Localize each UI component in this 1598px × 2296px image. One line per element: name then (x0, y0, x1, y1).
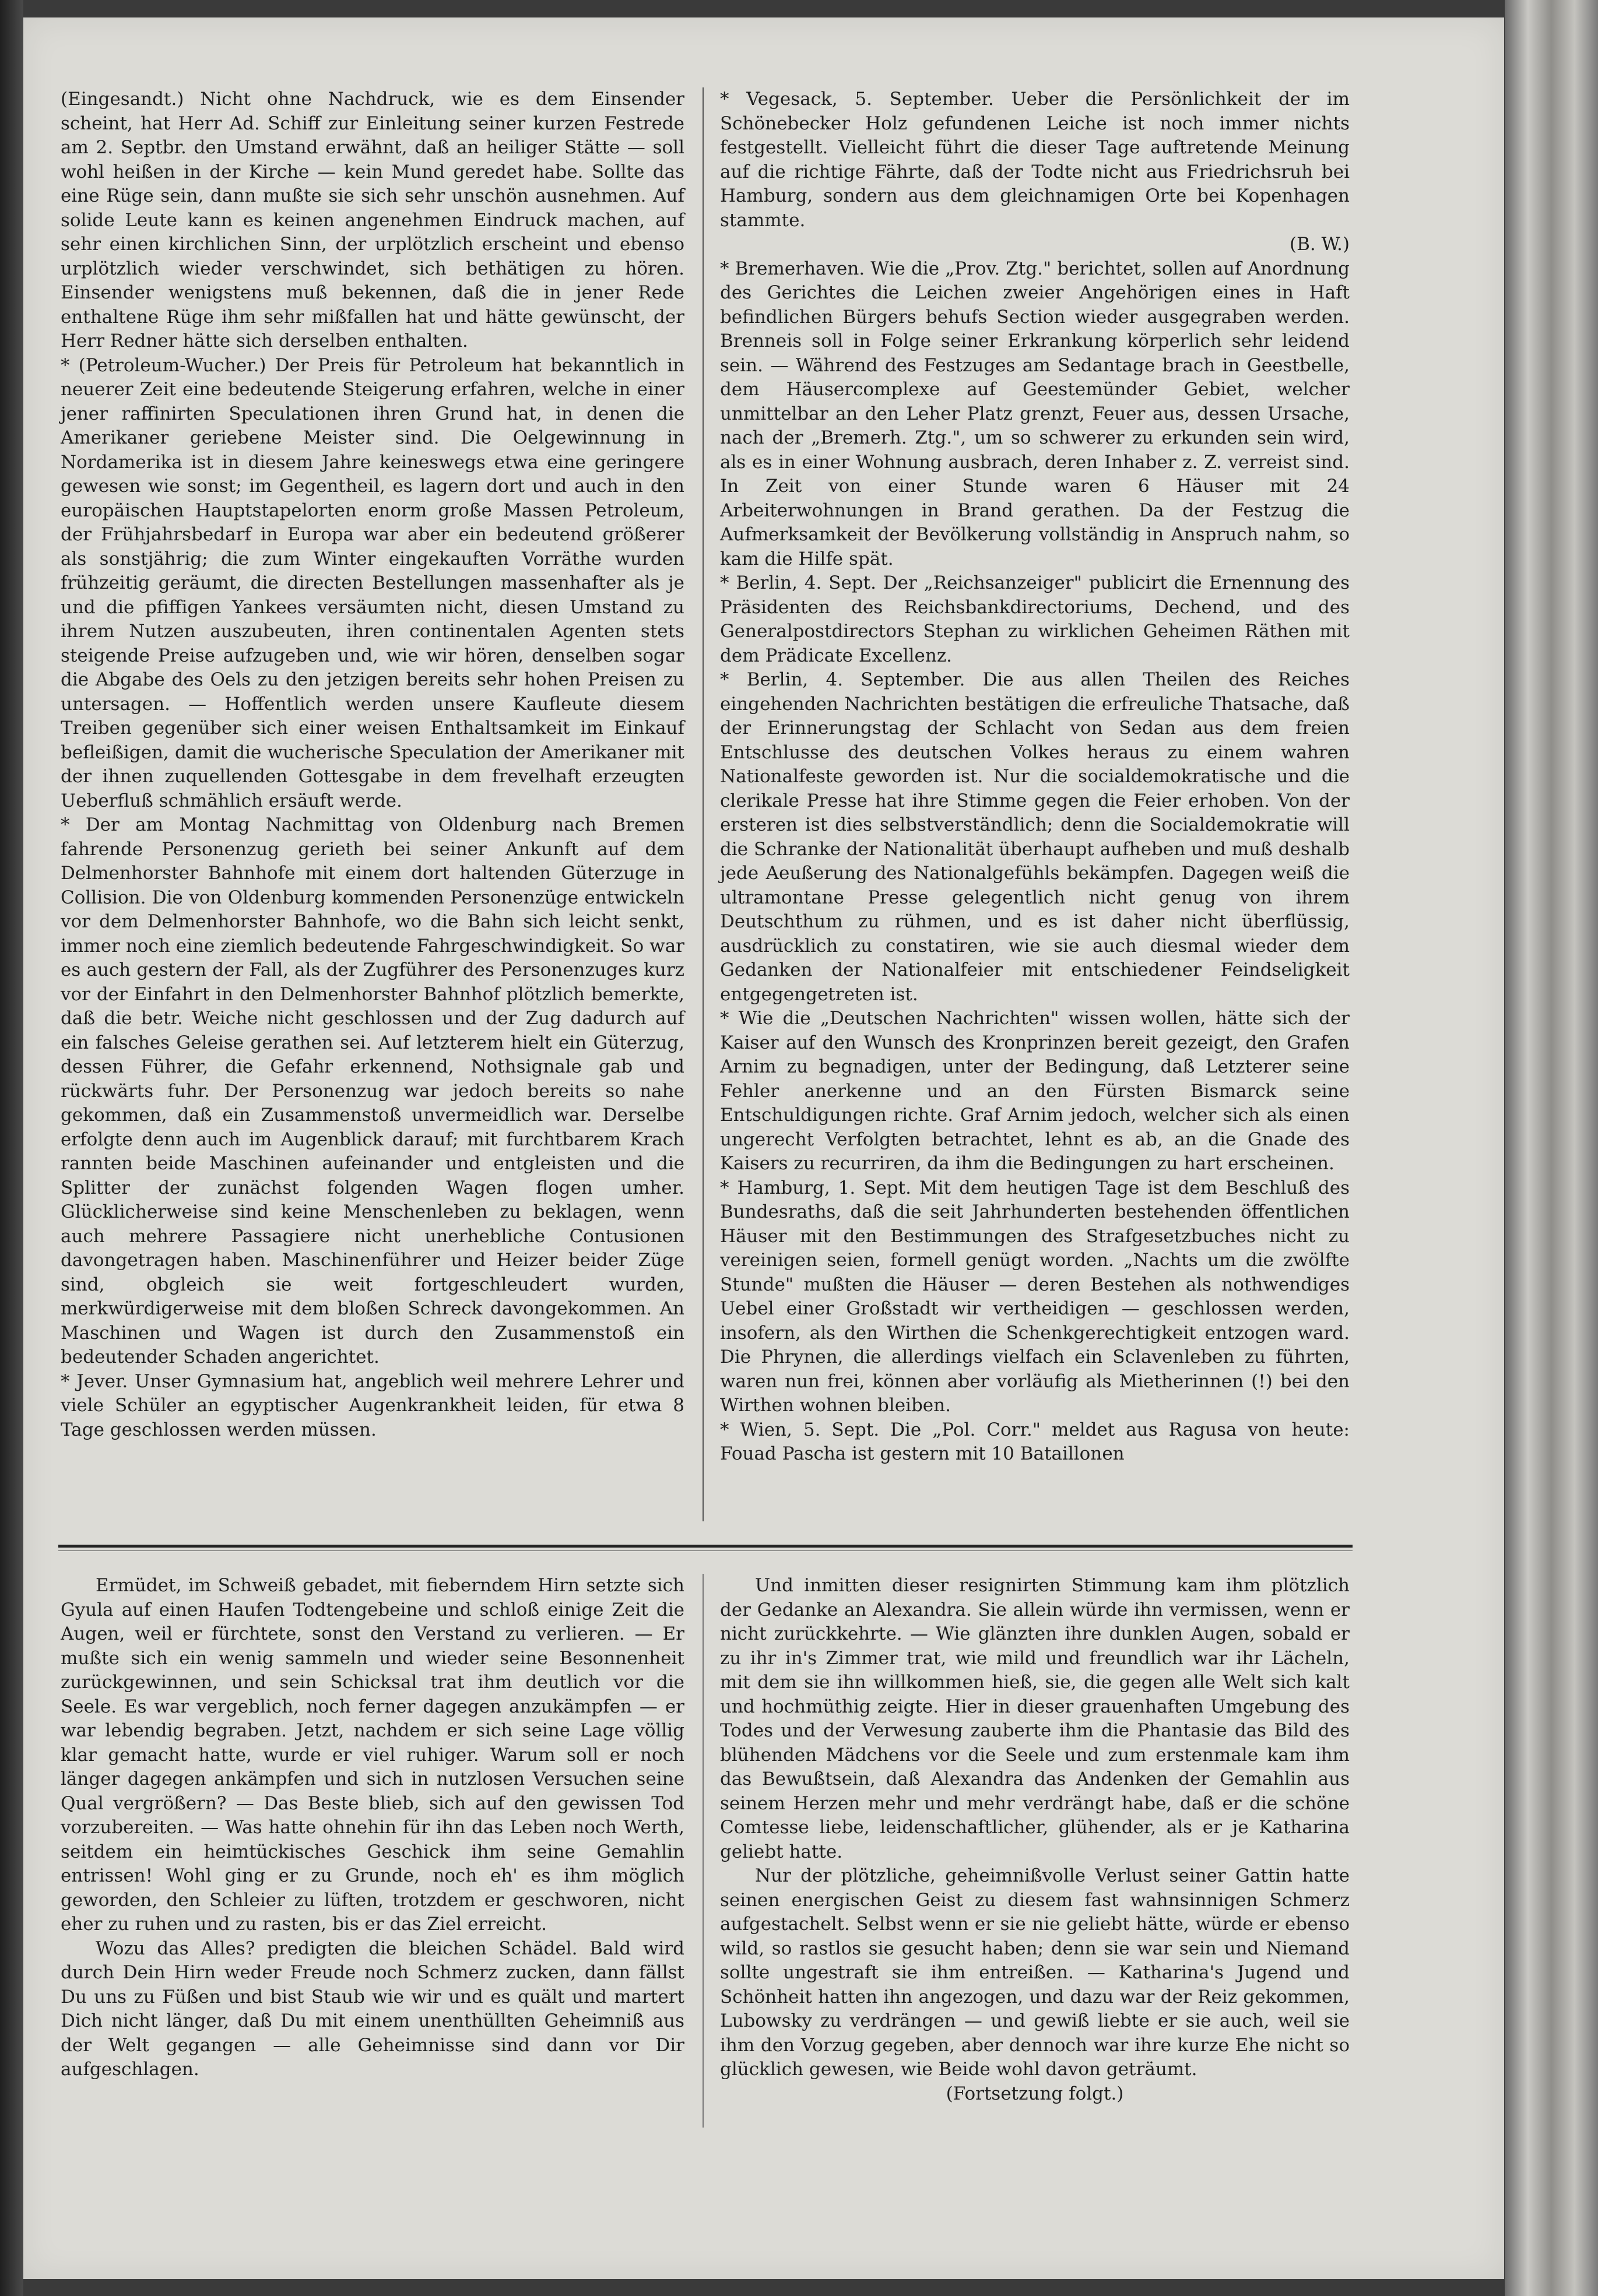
section-divider-thin (58, 1550, 1353, 1551)
feuilleton-paragraph: Nur der plötzliche, geheimnißvolle Verlust seiner Gattin hatte seinen energischen Geist zu diesem fast wahnsinnigen Schmerz aufgestachelt. Selbst wenn er sie nie geliebt hätte, würde er ebenso wild, so rastlos sie gesucht haben; denn sie war sein und Niemand sollte ungestraft sie ihm entreißen. — Katharina's Jugend und Schönheit hatten ihn angezogen, und dazu war der Reiz gekommen, Lubowsky zu verdrängen — und gewiß liebte er sie auch, weil sie ihm den Vorzug gegeben, aber dennoch war ihre kurze Ehe nicht so glücklich gewesen, wie Beide wohl davon geträumt. (720, 1865, 1350, 2080)
article-deutsche-nachrichten: * Wie die „Deutschen Nachrichten" wissen wollen, hätte sich der Kaiser auf den Wunsch des Kronprinzen bereit gezeigt, den Grafen Arnim zu begnadigen, unter der Bedingung, daß Letzterer seine Fehler anerkenne und an den Fürsten Bismarck seine Entschuldigungen richte. Graf Arnim jedoch, welcher sich als einen ungerecht Verfolgten betrachtet, lehnt es ab, an die Gnade des Kaisers zu recurriren, da ihm die Bedingungen zu hart erscheinen. (720, 1008, 1350, 1174)
news-column-right (720, 87, 1350, 1467)
article-hamburg: * Hamburg, 1. Sept. Mit dem heutigen Tage ist dem Beschluß des Bundesraths, daß die seit Jahrhunderten bestehenden öffentlichen Häuser mit den Bestimmungen des Strafgesetzbuches nicht zu vereinigen seien, formell genügt worden. „Nachts um die zwölfte Stunde" mußten die Häuser — deren Bestehen als nothwendiges Uebel einer Großstadt wir vertheidigen — geschlossen werden, insofern, als den Wirthen die Schenkgerechtigkeit entzogen ward. Die Phrynen, die allerdings vielfach ein Sclavenleben zu führten, waren nun frei, können aber vorläufig als Mietherinnen (!) bei den Wirthen wohnen bleiben. (720, 1177, 1350, 1416)
article-berlin-sedan: * Berlin, 4. September. Die aus allen Theilen des Reiches eingehenden Nachrichten bestätigen die erfreuliche Thatsache, daß der Erinnerungstag der Schlacht von Sedan aus dem freien Entschlusse des deutschen Volkes heraus zu einem wahren Nationalfeste geworden ist. Nur die socialdemokratische und die clerikale Presse hat ihre Stimme gegen die Feier erhoben. Von der ersteren ist dies selbstverständlich; denn die Socialdemokratie will die Schranke der Nationalität überhaupt aufheben und muß deshalb jede Aeußerung des Nationalgefühls bekämpfen. Dagegen weiß die ultramontane Presse gelegentlich nicht genug von ihrem Deutschthum zu rühmen, und es ist daher nicht überflüssig, ausdrücklich zu constatiren, wie sie auch diesmal wieder dem Gedanken der Nationalfeier mit entschiedener Feindseligkeit entgegengetreten ist. (720, 669, 1350, 1005)
feuilleton-paragraph: Und inmitten dieser resignirten Stimmung kam ihm plötzlich der Gedanke an Alexandra. Sie allein würde ihn vermissen, wenn er nicht zurückkehrte. — Wie glänzten ihre dunklen Augen, sobald er zu ihr in's Zimmer trat, wie mild und freundlich war ihr Lächeln, mit dem sie ihn willkommen hieß, sie, die gegen alle Welt sich kalt und hochmüthig zeigte. Hier in dieser grauenhaften Umgebung des Todes und der Verwesung zauberte ihm die Phantasie das Bild des blühenden Mädchens vor die Seele und zum erstenmale kam ihm das Bewußtsein, daß Alexandra das Andenken der Gemahlin aus seinem Herzen mehr und mehr verdrängt habe, daß er die schöne Comtesse liebe, leidenschaftlicher, glühender, als er je Katharina geliebt hatte. (720, 1575, 1350, 1862)
section-divider (58, 1545, 1353, 1548)
article-vegesack-signature: (B. W.) (1290, 234, 1350, 255)
column-divider-top (703, 87, 704, 1521)
column-divider-bottom (703, 1574, 704, 2128)
article-bremerhaven: * Bremerhaven. Wie die „Prov. Ztg." berichtet, sollen auf Anordnung des Gerichtes die Leichen zweier Angehörigen eines in Haft befindlichen Bürgers behufs Section wieder ausgegraben werden. Brenneis soll in Folge seiner Erkrankung körperlich sehr leidend sein. — Während des Festzuges am Sedantage brach in Geestbelle, dem Häusercomplexe auf Geestemünder Gebiet, welcher unmittelbar an den Leher Platz grenzt, Feuer aus, dessen Ursache, nach der „Bremerh. Ztg.", um so schwerer zu erkunden sein wird, als es in einer Wohnung ausbrach, deren Inhaber z. Z. verreist sind. In Zeit von einer Stunde waren 6 Häuser mit 24 Arbeiterwohnungen in Brand gerathen. Da der Festzug die Aufmerksamkeit der Bevölkerung vollständig in Anspruch nahm, so kam die Hilfe spät. (720, 258, 1350, 569)
feuilleton-paragraph: Ermüdet, im Schweiß gebadet, mit fieberndem Hirn setzte sich Gyula auf einen Haufen Todtengebeine und schloß einige Zeit die Augen, weil er fürchtete, sonst den Verstand zu verlieren. — Er mußte sich ein wenig sammeln und wieder seine Besonnenheit zurückgewinnen, und sein Schicksal trat ihm deutlich vor die Seele. Es war vergeblich, noch ferner dagegen anzukämpfen — er war lebendig begraben. Jetzt, nachdem er sich seine Lage völlig klar gemacht hatte, wurde er viel ruhiger. Warum soll er noch länger dagegen ankämpfen und sich in nutzlosen Versuchen seine Qual vergrößern? — Das Beste blieb, sich auf den gewissen Tod vorzubereiten. — Was hatte ohnehin für ihn das Leben noch Werth, seitdem ein heimtückisches Geschick ihm seine Gemahlin entrissen! Wohl ging er zu Grunde, noch eh' es ihm möglich geworden, den Schleier zu lüften, trotzdem er geschworen, nicht eher zu ruhen und zu rasten, bis er das Ziel erreicht. (61, 1575, 684, 1935)
article-delmenhorst-collision: * Der am Montag Nachmittag von Oldenburg nach Bremen fahrende Personenzug gerieth bei seiner Ankunft auf dem Delmenhorster Bahnhofe mit einem dort haltenden Güterzuge in Collision. Die von Oldenburg kommenden Personenzüge entwickeln vor dem Delmenhorster Bahnhofe, wo die Bahn sich leicht senkt, immer noch eine ziemlich bedeutende Fahrgeschwindigkeit. So war es auch gestern der Fall, als der Zugführer des Personenzuges kurz vor der Einfahrt in den Delmenhorster Bahnhof plötzlich bemerkte, daß die betr. Weiche nicht geschlossen und der Zug dadurch auf ein falsches Geleise gerathen sei. Auf letzterem hielt ein Güterzug, dessen Führer, die Gefahr erkennend, Nothsignale gab und rückwärts fuhr. Der Personenzug war jedoch bereits so nahe gekommen, daß ein Zusammenstoß unvermeidlich war. Derselbe erfolgte denn auch im Augenblick darauf; mit furchtbarem Krach rannten beide Maschinen aufeinander und entgleisten und die Splitter der zunächst folgenden Wagen flogen umher. Glücklicherweise sind keine Menschenleben zu beklagen, wenn auch mehrere Passagiere nicht unerhebliche Contusionen davongetragen haben. Maschinenführer und Heizer beider Züge sind, obgleich sie weit fortgeschleudert wurden, merkwürdigerweise mit dem bloßen Schreck davongekommen. An Maschinen und Wagen ist durch den Zusammenstoß ein bedeutender Schaden angerichtet. (61, 814, 684, 1367)
article-jever: * Jever. Unser Gymnasium hat, angeblich weil mehrere Lehrer und viele Schüler an egyptischer Augenkrankheit leiden, für etwa 8 Tage geschlossen werden müssen. (61, 1370, 684, 1440)
feuilleton-paragraph: Wozu das Alles? predigten die bleichen Schädel. Bald wird durch Dein Hirn weder Freude noch Schmerz zucken, dann fällst Du uns zu Füßen und bist Staub wie wir und es quält und martert Dich nicht länger, daß Du mit einem unenthüllten Geheimniß aus der Welt gegangen — alle Geheimnisse sind dann vor Dir aufgeschlagen. (61, 1938, 684, 2080)
continuation-note: (Fortsetzung folgt.) (946, 2083, 1124, 2104)
article-eingesandt: (Eingesandt.) Nicht ohne Nachdruck, wie es dem Einsender scheint, hat Herr Ad. Schiff zur Einleitung seiner kurzen Festrede am 2. Septbr. den Umstand erwähnt, daß an heiliger Stätte — soll wohl heißen in der Kirche — kein Mund geredet habe. Sollte das eine Rüge sein, dann mußte sie sich sehr unschön ausnehmen. Auf solide Leute kann es keinen angenehmen Eindruck machen, auf sehr einen kirchlichen Sinn, der urplötzlich erscheint und ebenso urplötzlich wieder verschwindet, sich bethätigen zu hören. Einsender wenigstens muß bekennen, daß die in jener Rede enthaltene Rüge ihm sehr mißfallen hat und hätte gewünscht, der Herr Redner hätte sich derselben enthalten. (61, 89, 684, 351)
article-petroleum-wucher: * (Petroleum-Wucher.) Der Preis für Petroleum hat bekanntlich in neuerer Zeit eine bedeutende Steigerung erfahren, welche in einer jener raffinirten Speculationen ihren Grund hat, in denen die Amerikaner geriebene Meister sind. Die Oelgewinnung in Nordamerika ist in diesem Jahre keineswegs etwa eine geringere gewesen wie sonst; im Gegentheil, es lagern dort und auch in den europäischen Hauptstapelorten enorm große Massen Petroleum, der Frühjahrsbedarf in Europa war aber ein bedeutend größerer als sonstjährig; die zum Winter eingekauften Vorräthe wurden frühzeitig geräumt, die directen Bestellungen massenhafter als je und die pfiffigen Yankees versäumten nicht, diesen Umstand zu ihrem Nutzen auszubeuten, ihren continentalen Agenten stets steigende Preise aufzugeben und, wie wir hören, denselben sogar die Abgabe des Oels zu den jetzigen bereits sehr hohen Preisen zu untersagen. — Hoffentlich werden unsere Kaufleute diesem Treiben gegenüber sich einer weisen Enthaltsamkeit im Einkauf befleißigen, damit die wucherische Speculation der Amerikaner mit der ihnen zuquellenden Gottesgabe in dem frevelhaft erzeugten Ueberfluß schmählich ersäuft werde. (61, 354, 684, 811)
article-vegesack: * Vegesack, 5. September. Ueber die Persönlichkeit der im Schönebecker Holz gefundenen Leiche ist noch immer nichts festgestellt. Vielleicht führt die dieser Tage auftretende Meinung auf die richtige Fährte, daß der Todte nicht aus Friedrichsruh bei Hamburg, sondern aus dem gleichnamigen Orte bei Kopenhagen stammte. (720, 89, 1350, 231)
page-stack-edge (1505, 0, 1598, 2296)
article-wien: * Wien, 5. Sept. Die „Pol. Corr." meldet aus Ragusa von heute: Fouad Pascha ist gestern mit 10 Bataillonen (720, 1419, 1350, 1464)
article-berlin-reichsanzeiger: * Berlin, 4. Sept. Der „Reichsanzeiger" publicirt die Ernennung des Präsidenten des Reichsbankdirectoriums, Dechend, und des Generalpostdirectors Stephan zu wirklichen Geheimen Räthen mit dem Prädicate Excellenz. (720, 572, 1350, 666)
feuilleton-column-left (61, 1574, 684, 2082)
news-column-left (61, 87, 684, 1442)
feuilleton-column-right (720, 1574, 1350, 2106)
binding-shadow (0, 0, 23, 2296)
